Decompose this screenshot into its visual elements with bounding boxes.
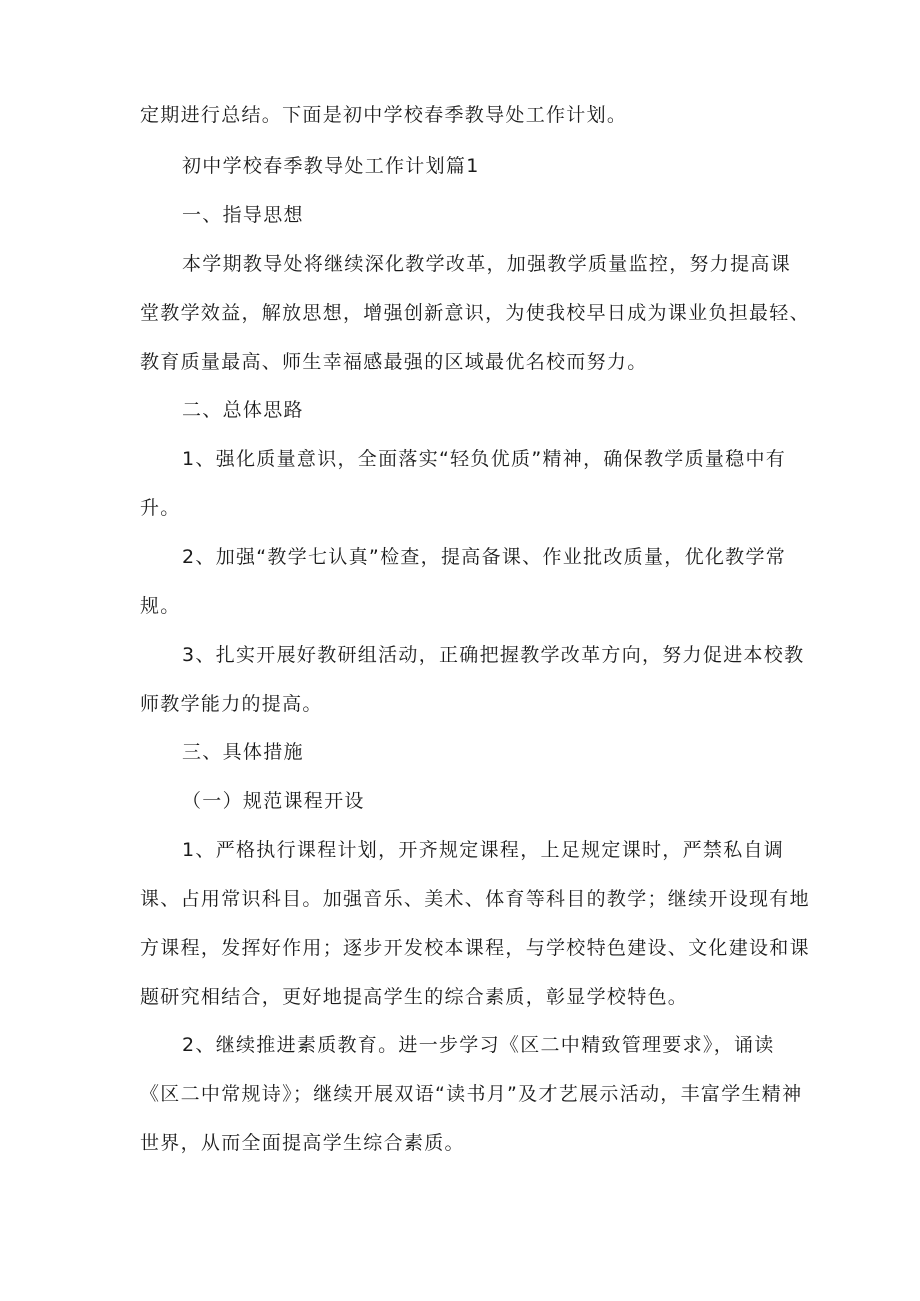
heading-specific-measures: 三、具体措施 — [182, 741, 304, 763]
heading-overall-approach: 二、总体思路 — [182, 399, 304, 421]
paragraph-approach-2: 2、加强“教学七认真”检查，提高备课、作业批改质量，优化教学常规。 — [140, 546, 787, 617]
paragraph-approach-3: 3、扎实开展好教研组活动，正确把握教学改革方向，努力促进本校教师教学能力的提高。 — [140, 644, 805, 715]
section-title: 初中学校春季教导处工作计划篇1 — [182, 155, 480, 177]
paragraph-guiding-thought: 本学期教导处将继续深化教学改革，加强教学质量监控，努力提高课堂教学效益，解放思想，增强创新意识，为使我校早日成为课业负担最轻、教育质量最高、师生幸福感最强的区域最优名校而努力。 — [140, 253, 810, 373]
subheading-curriculum: （一）规范课程开设 — [182, 790, 365, 812]
paragraph-approach-1: 1、强化质量意识，全面落实“轻负优质”精神，确保教学质量稳中有升。 — [140, 448, 787, 519]
paragraph-measure-1: 1、严格执行课程计划，开齐规定课程，上足规定课时，严禁私自调课、占用常识科目。加强音乐、美术、体育等科目的教学；继续开设现有地方课程，发挥好作用；逐步开发校本课程，与学校特色建设、文化建设和课题研究相结合，更好地提高学生的综合素质，彰显学校特色。 — [140, 839, 810, 1008]
paragraph-measure-2: 2、继续推进素质教育。进一步学习《区二中精致管理要求》，诵读《区二中常规诗》；继续开展双语“读书月”及才艺展示活动，丰富学生精神世界，从而全面提高学生综合素质。 — [140, 1034, 803, 1154]
heading-guiding-thought: 一、指导思想 — [182, 204, 304, 226]
intro-line: 定期进行总结。下面是初中学校春季教导处工作计划。 — [140, 104, 628, 126]
